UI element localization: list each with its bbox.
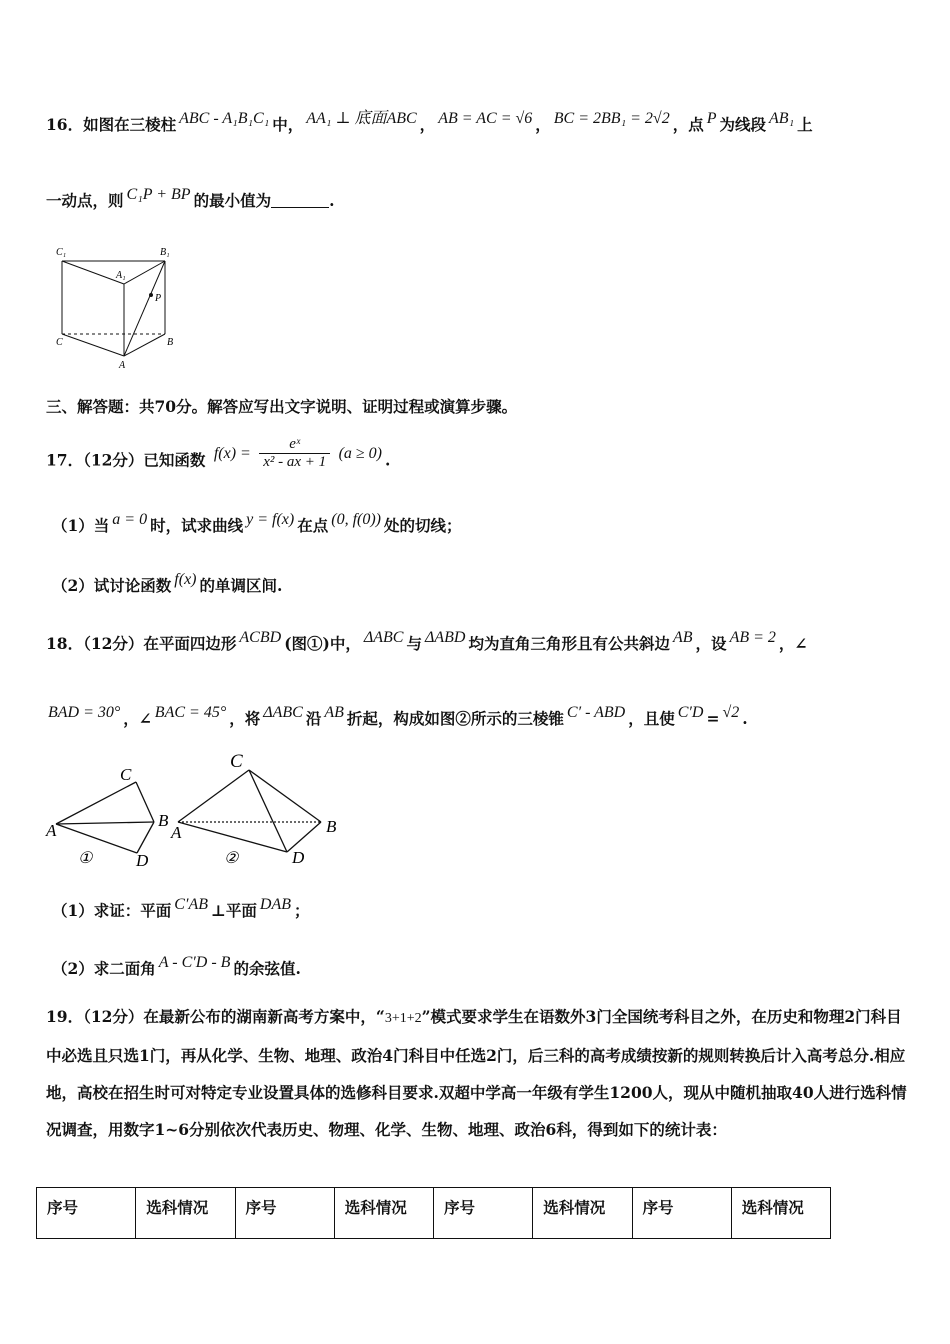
q18-math-pyramid: C′ - ABD [566,704,626,721]
q16-math-ab1: AB₁ [769,110,795,127]
q18-math-abd: ΔABD [424,629,466,646]
q18-math-ab2: AB = 2 [729,629,776,646]
q18-math-ab3: AB [324,704,344,721]
table-header-cell: 序号 [434,1188,533,1239]
q17-fraction-den: x² - ax + 1 [263,454,327,470]
q16-line1: 16．如图在三棱柱 ABC - A₁B₁C₁ 中， AA₁ ⊥ 底面ABC ， AB = AC = √6 ， BC = 2BB₁ = 2√2 ，点 P 为线段 AB₁ 上 [46,110,813,134]
q18-p1-math-dab: DAB [259,896,292,913]
q18-line2: BAD = 30° ，∠ BAC = 45° ，将 ΔABC 沿 AB 折起，构成如图②所示的三棱锥 C′ - ABD ，且使 C′D = √2 . [48,704,748,728]
q16-math-perp: AA₁ ⊥ 底面ABC [306,110,417,127]
q17-math-f: f(x) = [213,444,251,462]
label-a1: A₁ [116,270,126,281]
q17-math-cond: (a ≥ 0) [338,444,382,462]
q17-p1-math-a: a = 0 [112,511,148,528]
label-a: A [119,360,126,371]
table-header-cell: 选科情况 [334,1188,433,1239]
table-header-cell: 序号 [235,1188,334,1239]
q18-math-abc: ΔABC [363,629,404,646]
q18-part1: （1）求证：平面 C′AB ⊥平面 DAB ； [52,896,310,920]
fig2-label-a: A [171,823,182,842]
q16-math-prism: ABC - A₁B₁C₁ [179,110,270,127]
fig1-label-c: C [120,765,132,784]
q18-math-sqrt2: √2 [722,704,740,721]
q18-line1: 18．（12分）在平面四边形 ACBD (图①)中， ΔABC 与 ΔABD 均为直角三角形且有公共斜边 AB ，设 AB = 2 ，∠ [46,629,808,653]
q16-line2: 一动点，则 C₁P + BP 的最小值为 . [46,186,335,210]
q17-part2: （2）试讨论函数 f(x) 的单调区间. [52,571,283,595]
q19-math-mode: 3+1+2 [384,1011,422,1026]
point-p-dot [149,293,153,297]
table-header-cell: 序号 [37,1188,136,1239]
q18-part2: （2）求二面角 A - C′D - B 的余弦值. [52,954,301,978]
q18-math-tri: ΔABC [263,704,303,721]
q17-p2-math-f: f(x) [174,571,197,588]
label-p: P [155,293,162,304]
q17-part1: （1）当 a = 0 时，试求曲线 y = f(x) 在点 (0, f(0)) 处的切线； [52,511,462,535]
fig1-label-d: D [136,851,149,870]
q17-fraction-num: eˣ [259,436,330,454]
q16-math-bc: BC = 2BB₁ = 2√2 [553,110,670,127]
label-c1: C₁ [56,247,67,258]
prism-figure [50,244,190,374]
table-header-row [37,1188,831,1239]
q18-p1-math-cab: C′AB [174,896,209,913]
answer-blank [271,193,329,208]
label-b1: B₁ [160,247,170,258]
fig1-label-b: B [158,811,169,830]
q16-math-sum: C₁P + BP [126,186,191,203]
label-c: C [56,337,63,348]
table-header-cell: 序号 [632,1188,731,1239]
fig1-label-a: A [46,821,57,840]
q18-math-bac: BAC = 45° [154,704,227,721]
label-b: B [167,337,174,348]
q17-p1-math-curve: y = f(x) [246,511,295,528]
fig1-number: ① [78,850,93,867]
q18-math-ab: AB [673,629,693,646]
section-heading: 三、解答题：共70分。解答应写出文字说明、证明过程或演算步骤。 [46,397,518,416]
fig2-number: ② [224,850,239,867]
fig2-label-d: D [292,848,305,867]
q17-p1-math-point: (0, f(0)) [331,511,381,528]
q17-line1: 17．（12分）已知函数 f(x) = $\frac{\text{eˣ}}{\text{x² - ax + 1}}$ (a ≥ 0) . [46,436,391,470]
q18-math-acbd: ACBD [239,629,282,646]
table-header-cell: 选科情况 [136,1188,235,1239]
fig2-label-b: B [326,817,337,836]
fold-figures [44,750,354,875]
q18-p2-math-angle: A - C′D - B [158,954,231,971]
selection-table [36,1187,831,1239]
fig2-label-c: C [230,751,243,772]
q18-math-cd: C′D [677,704,704,721]
table-header-cell: 选科情况 [533,1188,632,1239]
q17-fraction [259,436,330,471]
table-header-cell: 选科情况 [731,1188,830,1239]
q18-math-bad: BAD = 30° [48,704,121,721]
q16-math-p: P [706,110,717,127]
q16-math-ab: AB = AC = √6 [438,110,533,127]
q19-paragraph: 19．（12分）在最新公布的湖南新高考方案中，“3+1+2”模式要求学生在语数外3门全国统考科目之外，在历史和物理2门科目中必选且只选1门，再从化学、生物、地理、政治4门科目中任选2门，后三科的高考成绩按新的规则转换后计入高考总分.相应地，高校在招生时可对特定专业设置具体的选修科目要求.双超中学高一年级有学生1200人，现从中随机抽取40人进行选科情况调查，用数字1~6分别依次代表历史、物理、化学、生物、地理、政治6科，得到如下的统计表： [46,1007,907,1139]
